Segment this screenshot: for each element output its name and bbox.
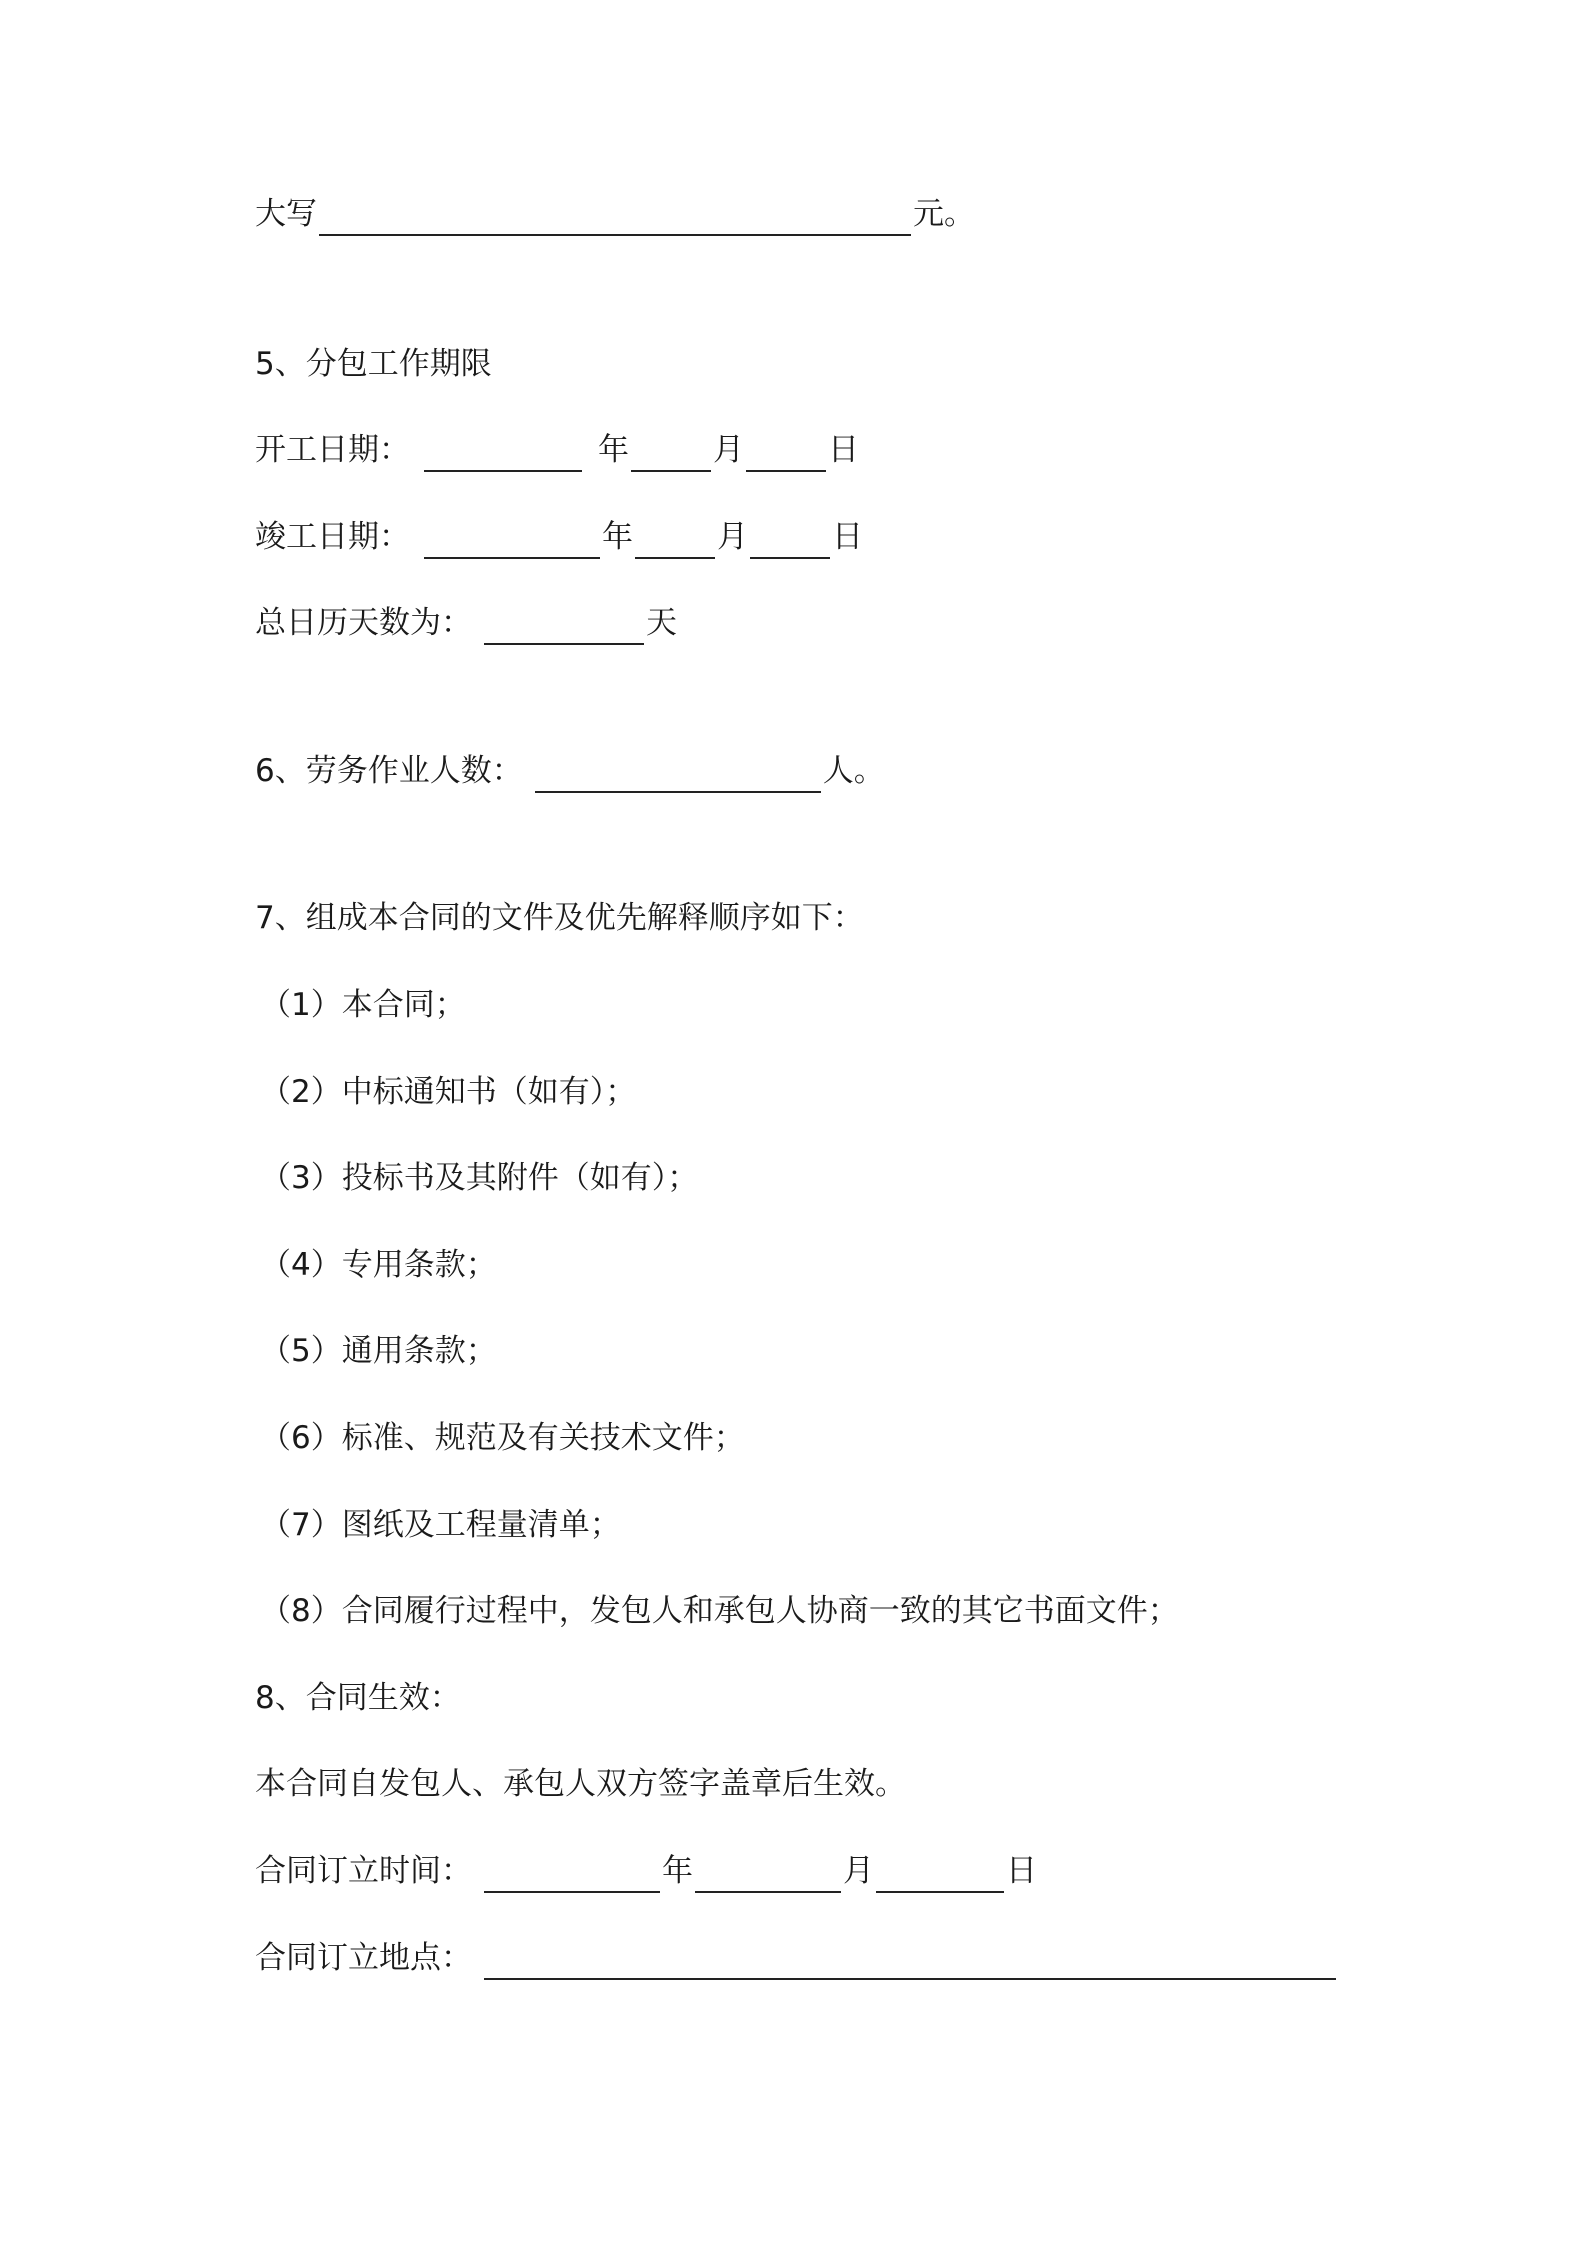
end-year-label: 年 (602, 519, 633, 555)
document-order-item-3: （3）投标书及其附件（如有）； (260, 1160, 699, 1196)
end-month-label: 月 (717, 519, 748, 555)
section8-heading: 8、合同生效： (255, 1680, 461, 1716)
document-order-item-2: （2）中标通知书（如有）； (260, 1074, 637, 1110)
sign-place-row (255, 1920, 1338, 1980)
start-month-field[interactable] (631, 430, 711, 472)
total-days-unit: 天 (646, 605, 677, 641)
list-item (260, 1140, 698, 1200)
amount-label: 大写 (255, 196, 317, 232)
list-item (260, 1487, 621, 1547)
start-date-row (255, 412, 859, 472)
section7-heading: 7、组成本合同的文件及优先解释顺序如下： (255, 900, 864, 936)
sign-month-label: 月 (843, 1853, 874, 1889)
sign-month-field[interactable] (695, 1851, 841, 1893)
effectiveness-text: 本合同自发包人、承包人双方签字盖章后生效。 (255, 1766, 906, 1802)
start-year-label: 年 (598, 432, 629, 468)
section7-heading-row (255, 880, 864, 940)
end-date-label: 竣工日期： (255, 519, 410, 555)
end-day-field[interactable] (750, 517, 830, 559)
section5-heading-row (255, 326, 492, 386)
list-item (260, 1313, 497, 1373)
total-days-row (255, 585, 677, 645)
workers-row (255, 733, 885, 793)
document-order-item-6: （6）标准、规范及有关技术文件； (260, 1420, 745, 1456)
amount-in-words-field[interactable] (319, 194, 911, 236)
start-month-label: 月 (713, 432, 744, 468)
start-year-field[interactable] (424, 430, 582, 472)
start-day-field[interactable] (746, 430, 826, 472)
document-order-item-1: （1）本合同； (260, 987, 466, 1023)
end-year-field[interactable] (424, 517, 600, 559)
amount-in-words-row (255, 176, 975, 236)
document-order-item-5: （5）通用条款； (260, 1333, 497, 1369)
sign-day-label: 日 (1006, 1853, 1037, 1889)
document-order-item-4: （4）专用条款； (260, 1247, 497, 1283)
sign-time-label: 合同订立时间： (255, 1853, 472, 1889)
total-days-label: 总日历天数为： (255, 605, 472, 641)
list-item (260, 1573, 1179, 1633)
section8-heading-row (255, 1660, 461, 1720)
sign-time-row (255, 1833, 1037, 1893)
list-item (260, 1054, 636, 1114)
sign-year-label: 年 (662, 1853, 693, 1889)
list-item (260, 1227, 497, 1287)
sign-year-field[interactable] (484, 1851, 660, 1893)
workers-unit: 人。 (822, 753, 885, 789)
start-date-label: 开工日期： (255, 432, 410, 468)
end-month-field[interactable] (635, 517, 715, 559)
list-item (260, 967, 466, 1027)
document-order-item-7: （7）图纸及工程量清单； (260, 1507, 621, 1543)
sign-place-label: 合同订立地点： (255, 1940, 472, 1976)
amount-unit: 元。 (913, 196, 975, 232)
start-day-label: 日 (828, 432, 859, 468)
workers-count-field[interactable] (535, 751, 821, 793)
document-order-item-8: （8）合同履行过程中，发包人和承包人协商一致的其它书面文件； (260, 1593, 1179, 1629)
workers-label: 6、劳务作业人数： (255, 753, 523, 789)
effectiveness-row (255, 1746, 906, 1806)
end-day-label: 日 (832, 519, 863, 555)
list-item (260, 1400, 745, 1460)
total-days-field[interactable] (484, 603, 644, 645)
section5-heading: 5、分包工作期限 (255, 346, 492, 382)
sign-day-field[interactable] (876, 1851, 1004, 1893)
sign-place-field[interactable] (484, 1938, 1336, 1980)
end-date-row (255, 499, 863, 559)
